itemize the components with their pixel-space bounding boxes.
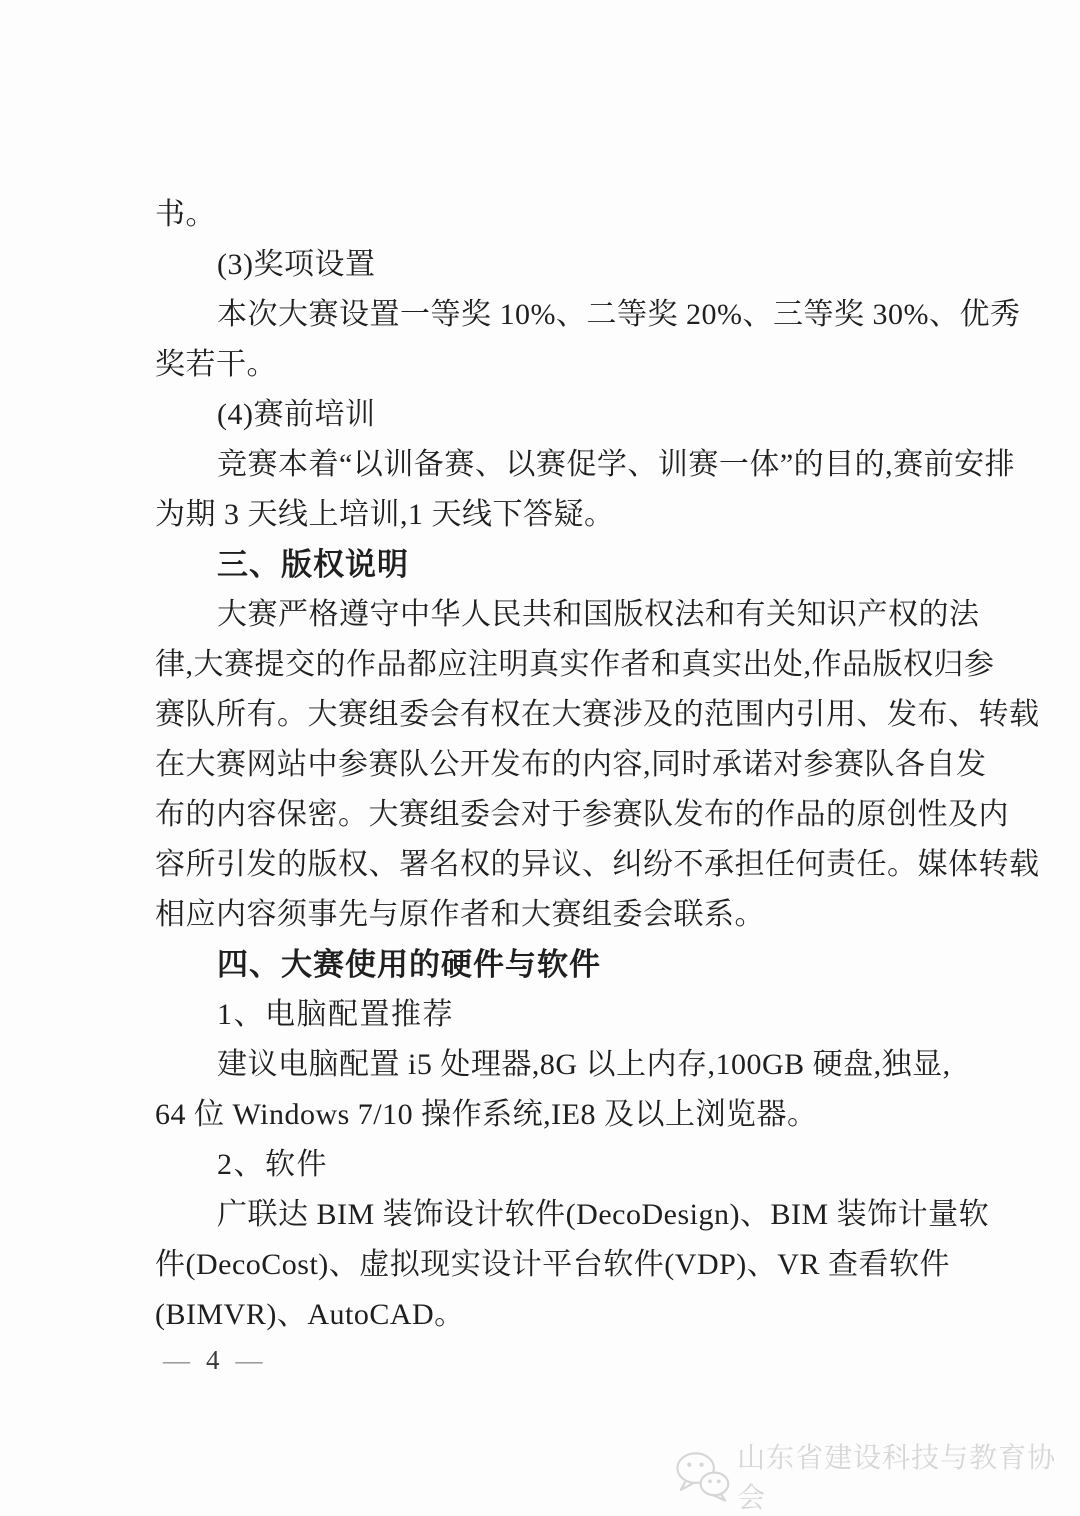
text-line: 书。 [155, 198, 216, 231]
text-line: (4)赛前培训 [217, 398, 376, 431]
text-line: (BIMVR)、AutoCAD。 [155, 1298, 465, 1331]
section-heading: 三、版权说明 [217, 547, 409, 582]
footer-watermark [674, 1436, 1080, 1516]
sub-heading: 1、电脑配置推荐 [217, 998, 454, 1031]
text-line: 竞赛本着“以训备赛、以赛促学、训赛一体”的目的,赛前安排 [217, 448, 1016, 481]
text-line: 奖若干。 [155, 348, 277, 381]
text-line: 广联达 BIM 装饰设计软件(DecoDesign)、BIM 装饰计量软 [217, 1198, 990, 1231]
text-line: 赛队所有。大赛组委会有权在大赛涉及的范围内引用、发布、转载 [155, 698, 1040, 731]
text-line: 为期 3 天线上培训,1 天线下答疑。 [155, 498, 615, 531]
text-line: 建议电脑配置 i5 处理器,8G 以上内存,100GB 硬盘,独显, [217, 1048, 951, 1081]
page-number-value: 4 [206, 1344, 220, 1375]
page-number-dash-right: — [235, 1344, 263, 1375]
text-line: (3)奖项设置 [217, 248, 376, 281]
section-heading: 四、大赛使用的硬件与软件 [217, 947, 601, 982]
page-number [163, 1340, 263, 1380]
text-line: 容所引发的版权、署名权的异议、纠纷不承担任何责任。媒体转载 [155, 848, 1040, 881]
text-line: 在大赛网站中参赛队公开发布的内容,同时承诺对参赛队各自发 [155, 748, 987, 781]
text-line: 64 位 Windows 7/10 操作系统,IE8 及以上浏览器。 [155, 1098, 818, 1131]
text-line: 相应内容须事先与原作者和大赛组委会联系。 [155, 898, 765, 931]
text-line: 律,大赛提交的作品都应注明真实作者和真实出处,作品版权归参 [155, 648, 995, 681]
page-number-dash-left: — [163, 1344, 190, 1375]
document-content [155, 190, 1040, 1340]
text-line: 本次大赛设置一等奖 10%、二等奖 20%、三等奖 30%、优秀 [217, 298, 1021, 331]
text-line: 件(DecoCost)、虚拟现实设计平台软件(VDP)、VR 查看软件 [155, 1248, 950, 1281]
watermark-text: 山东省建设科技与教育协会 [737, 1442, 1057, 1513]
text-line: 大赛严格遵守中华人民共和国版权法和有关知识产权的法 [217, 598, 980, 631]
sub-heading: 2、软件 [217, 1148, 328, 1181]
wechat-icon [674, 1449, 731, 1503]
text-line: 布的内容保密。大赛组委会对于参赛队发布的作品的原创性及内 [155, 798, 1009, 831]
